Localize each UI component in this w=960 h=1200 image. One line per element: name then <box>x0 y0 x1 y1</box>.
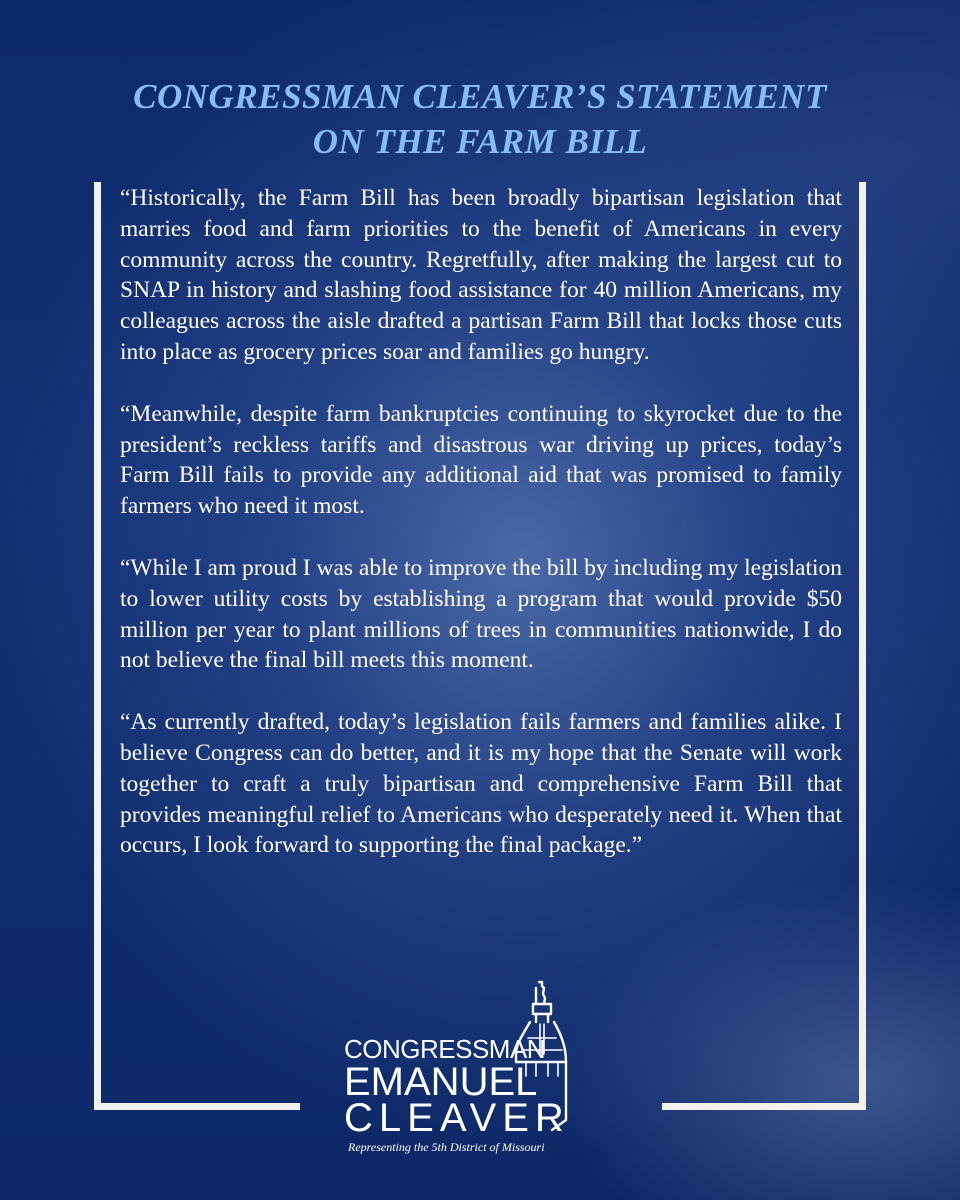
title-line-2: ON THE FARM BILL <box>312 122 648 161</box>
frame-left-foot <box>94 1103 300 1110</box>
congressman-logo <box>340 980 590 1165</box>
title-line-1: CONGRESSMAN CLEAVER’S STATEMENT <box>133 77 827 116</box>
logo-first-name: EMANUEL <box>344 1060 538 1104</box>
frame-left-bar <box>94 182 101 1110</box>
statement-body <box>120 183 842 892</box>
logo-congressman: CONGRESSMAN <box>344 1034 546 1064</box>
statement-paragraph-2: “Meanwhile, despite farm bankruptcies continuing to skyrocket due to the president’s reckless tariffs and disastrous war driving up prices, today’s Farm Bill fails to provide any additional aid that was promised to family farmers who need it most. <box>120 400 842 520</box>
logo-last-name: CLEAVER <box>344 1096 570 1140</box>
statement-paragraph-3: “While I am proud I was able to improve the bill by including my legislation to lower utility costs by establishing a program that would provide $50 million per year to plant millions of trees in communities nationwide, I do not believe the final bill meets this moment. <box>120 554 842 674</box>
frame-right-foot <box>662 1103 866 1110</box>
statement-paragraph-4: “As currently drafted, today’s legislation fails farmers and families alike. I believe Congress can do better, and it is my hope that the Senate will work together to craft a truly bipartisan and comprehensive Farm Bill that provides meaningful relief to Americans who desperately need it. When that occurs, I look forward to supporting the final package.” <box>120 709 842 859</box>
statement-paragraph-1: “Historically, the Farm Bill has been broadly bipartisan legislation that marries food and farm priorities to the benefit of Americans in every community across the country. Regretfully, after making the largest cut to SNAP in history and slashing food assistance for 40 million Americans, my colleagues across the aisle drafted a partisan Farm Bill that locks those cuts into place as grocery prices soar and families go hungry. <box>120 185 842 365</box>
frame-right-bar <box>859 182 866 1110</box>
logo-tagline: Representing the 5th District of Missouri <box>348 1140 545 1154</box>
statement-title <box>0 74 960 164</box>
